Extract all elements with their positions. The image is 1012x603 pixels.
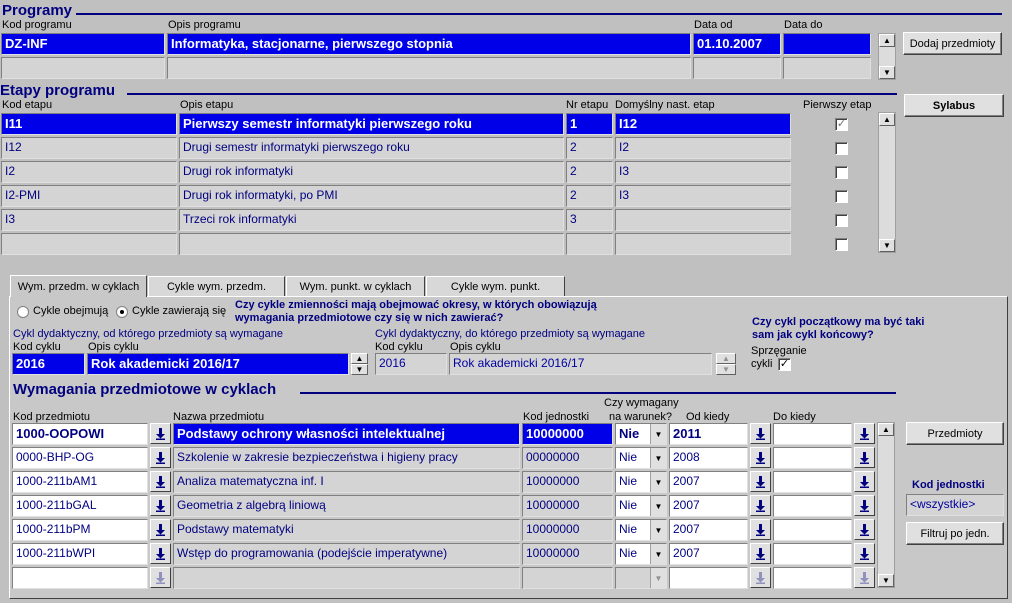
wym-row-4-do[interactable]	[773, 519, 852, 541]
tab-cykle-wym-punkt[interactable]: Cykle wym. punkt.	[426, 276, 565, 296]
sprzeganie-cykli-checkbox[interactable]: ✓	[779, 358, 790, 370]
etapy-row-3-opis[interactable]: Drugi rok informatyki, po PMI	[179, 185, 564, 207]
radio-cykle-obejmuja-label: Cykle obejmują	[33, 305, 109, 317]
kod-cyklu-od-header: Kod cyklu	[13, 341, 61, 353]
cykl-od-spin-down-icon[interactable]: ▼	[351, 364, 368, 375]
etapy-row-1-kod[interactable]: I12	[1, 137, 177, 159]
programy-divider	[76, 13, 1002, 15]
wym-row-3-od[interactable]: 2007	[669, 495, 748, 517]
chevron-down-icon[interactable]: ▼	[650, 448, 666, 468]
header-pierwszy-etap: Pierwszy etap	[803, 99, 872, 111]
etapy-row-3-kod[interactable]: I2-PMI	[1, 185, 177, 207]
etapy-row-2-kod[interactable]: I2	[1, 161, 177, 183]
wym-row-0-od-lookup-icon[interactable]	[750, 423, 771, 444]
wym-row-4-kod-lookup-icon[interactable]	[150, 519, 171, 540]
wym-row-4-od-lookup-icon[interactable]	[750, 519, 771, 540]
etapy-row-2-opis[interactable]: Drugi rok informatyki	[179, 161, 564, 183]
wym-row-3-kod[interactable]: 1000-211bGAL	[12, 495, 148, 517]
header-czy-wymagany: Czy wymagany	[604, 397, 679, 409]
wym-row-1-kod[interactable]: 0000-BHP-OG	[12, 447, 148, 469]
wym-row-5-kod[interactable]: 1000-211bWPI	[12, 543, 148, 565]
etapy-row-0-kod[interactable]: I11	[1, 113, 177, 135]
opis-cyklu-od-header: Opis cyklu	[88, 341, 139, 353]
wym-row-0-do[interactable]	[773, 423, 852, 445]
wym-row-1-warunek-value: Nie	[619, 450, 638, 464]
header-kod-programu: Kod programu	[2, 19, 72, 31]
programy-row-0-do[interactable]	[783, 33, 871, 55]
wym-row-6-od[interactable]	[669, 567, 748, 589]
wym-row-0-warunek-value: Nie	[619, 426, 640, 441]
header-kod-przedmiotu: Kod przedmiotu	[13, 411, 91, 423]
radio-cykle-zawieraja[interactable]	[116, 306, 128, 318]
wym-row-2-od-lookup-icon[interactable]	[750, 471, 771, 492]
etapy-row-3-first-checkbox[interactable]	[835, 190, 848, 203]
etapy-row-0-nast[interactable]: I12	[615, 113, 791, 135]
programy-row-1-do[interactable]	[783, 57, 871, 79]
header-opis-etapu: Opis etapu	[180, 99, 234, 111]
wymagania-divider	[300, 392, 896, 394]
header-nr-etapu: Nr etapu	[566, 99, 609, 111]
wym-row-2-od[interactable]: 2007	[669, 471, 748, 493]
programy-row-0-od[interactable]: 01.10.2007	[693, 33, 781, 55]
question-cykl-poczatkowy: Czy cykl początkowy ma być taki sam jak cykl końcowy?	[752, 316, 925, 341]
chevron-down-icon[interactable]: ▼	[650, 568, 666, 588]
wym-row-0-kod[interactable]: 1000-OOPOWI	[12, 423, 148, 445]
header-opis-programu: Opis programu	[168, 19, 241, 31]
etapy-row-4-opis[interactable]: Trzeci rok informatyki	[179, 209, 564, 231]
wym-row-1-nazwa[interactable]: Szkolenie w zakresie bezpieczeństwa i higieny pracy	[173, 447, 520, 469]
wym-row-5-jedn[interactable]: 10000000	[522, 543, 613, 565]
wym-row-4-nazwa[interactable]: Podstawy matematyki	[173, 519, 520, 541]
programy-title: Programy	[2, 2, 73, 19]
etapy-row-1-nr[interactable]: 2	[566, 137, 613, 159]
wym-row-6-od-lookup-icon[interactable]	[750, 567, 771, 588]
chevron-down-icon[interactable]: ▼	[650, 496, 666, 516]
wym-row-2-jedn[interactable]: 10000000	[522, 471, 613, 493]
header-nazwa-przedmiotu: Nazwa przedmiotu	[173, 411, 265, 423]
kod-jednostki-label: Kod jednostki	[912, 479, 985, 491]
wym-row-6-warunek-select[interactable]	[615, 567, 667, 589]
wym-row-4-do-lookup-icon[interactable]	[854, 519, 875, 540]
wym-row-2-warunek-select[interactable]	[615, 471, 667, 493]
dodaj-przedmioty-button[interactable]: Dodaj przedmioty	[903, 32, 1002, 55]
wym-row-1-do-lookup-icon[interactable]	[854, 447, 875, 468]
cykl-od-kod-field[interactable]: 2016	[12, 353, 85, 375]
chevron-down-icon[interactable]: ▼	[650, 544, 666, 564]
wym-row-0-od[interactable]: 2011	[669, 423, 748, 445]
wym-row-5-kod-lookup-icon[interactable]	[150, 543, 171, 564]
wym-row-5-do-lookup-icon[interactable]	[854, 543, 875, 564]
cykl-od-opis-field[interactable]: Rok akademicki 2016/17	[87, 353, 349, 375]
question-cykle-obejmowac: Czy cykle zmienności mają obejmować okresy, w których obowiązują wymagania przedmiotowe czy się w nich zawierać?	[235, 299, 597, 324]
cykl-do-spin-down-icon[interactable]: ▼	[716, 364, 736, 375]
wym-row-6-nazwa[interactable]	[173, 567, 520, 589]
etapy-row-1-nast[interactable]: I2	[615, 137, 791, 159]
wym-row-0-nazwa[interactable]: Podstawy ochrony własności intelektualnej	[173, 423, 520, 445]
kod-jednostki-field[interactable]: <wszystkie>	[906, 494, 1004, 516]
etapy-scroll-up-icon[interactable]: ▲	[879, 113, 895, 126]
opis-cyklu-do-header: Opis cyklu	[450, 341, 501, 353]
header-od-kiedy: Od kiedy	[686, 411, 730, 423]
wym-row-6-do[interactable]	[773, 567, 852, 589]
wymagania-scroll-up-icon[interactable]: ▲	[878, 423, 894, 436]
wym-row-4-jedn[interactable]: 10000000	[522, 519, 613, 541]
wym-row-5-warunek-value: Nie	[619, 546, 638, 560]
wym-row-5-nazwa[interactable]: Wstęp do programowania (podejście imperatywne)	[173, 543, 520, 565]
wym-row-4-warunek-value: Nie	[619, 522, 638, 536]
etapy-row-0-nr[interactable]: 1	[566, 113, 613, 135]
chevron-down-icon[interactable]: ▼	[650, 424, 666, 444]
etapy-divider	[127, 93, 897, 95]
programy-row-1-od[interactable]	[693, 57, 781, 79]
wym-row-3-kod-lookup-icon[interactable]	[150, 495, 171, 516]
wym-row-6-warunek-value	[616, 568, 650, 588]
programy-row-0-opis[interactable]: Informatyka, stacjonarne, pierwszego stopnia	[167, 33, 691, 55]
etapy-row-4-nast[interactable]	[615, 209, 791, 231]
etapy-row-5-opis[interactable]	[179, 233, 564, 255]
header-do-kiedy: Do kiedy	[773, 411, 816, 423]
etapy-row-0-first-checkbox[interactable]: ✓	[836, 118, 847, 130]
etapy-row-5-kod[interactable]	[1, 233, 177, 255]
wym-row-3-nazwa[interactable]: Geometria z algebrą liniową	[173, 495, 520, 517]
wym-row-5-od[interactable]: 2007	[669, 543, 748, 565]
cykl-do-opis-field[interactable]: Rok akademicki 2016/17	[449, 353, 712, 375]
wym-row-1-jedn[interactable]: 00000000	[522, 447, 613, 469]
wymagania-scroll-down-icon[interactable]: ▼	[878, 574, 894, 587]
etapy-row-2-nr[interactable]: 2	[566, 161, 613, 183]
wym-row-3-warunek-value: Nie	[619, 498, 638, 512]
wym-row-1-do[interactable]	[773, 447, 852, 469]
etapy-row-1-opis[interactable]: Drugi semestr informatyki pierwszego roku	[179, 137, 564, 159]
wym-row-2-kod[interactable]: 1000-211bAM1	[12, 471, 148, 493]
cykli-label: cykli	[751, 358, 773, 370]
wym-row-0-kod-lookup-icon[interactable]	[150, 423, 171, 444]
etapy-row-5-nr[interactable]	[566, 233, 613, 255]
sylabus-button[interactable]: Sylabus	[904, 94, 1004, 117]
wym-row-3-od-lookup-icon[interactable]	[750, 495, 771, 516]
wym-row-2-nazwa[interactable]: Analiza matematyczna inf. I	[173, 471, 520, 493]
cykl-do-label: Cykl dydaktyczny, do którego przedmioty są wymagane	[375, 328, 646, 340]
header-data-do: Data do	[784, 19, 823, 31]
kod-cyklu-do-header: Kod cyklu	[375, 341, 423, 353]
tab-cykle-wym-przedm[interactable]: Cykle wym. przedm.	[148, 276, 285, 296]
wym-row-3-do-lookup-icon[interactable]	[854, 495, 875, 516]
wym-row-5-do[interactable]	[773, 543, 852, 565]
programy-scroll-down-icon[interactable]: ▼	[879, 66, 895, 79]
filtruj-po-jedn-button[interactable]: Filtruj po jedn.	[906, 522, 1004, 545]
przedmioty-button[interactable]: Przedmioty	[906, 422, 1004, 445]
header-nast-etap: Domyślny nast. etap	[615, 99, 715, 111]
wym-row-2-do-lookup-icon[interactable]	[854, 471, 875, 492]
radio-cykle-obejmuja[interactable]	[17, 306, 29, 318]
wym-row-0-jedn[interactable]: 10000000	[522, 423, 613, 445]
wym-row-6-jedn[interactable]	[522, 567, 613, 589]
wym-row-5-warunek-select[interactable]	[615, 543, 667, 565]
wym-row-4-kod[interactable]: 1000-211bPM	[12, 519, 148, 541]
header-na-warunek: na warunek?	[609, 411, 672, 423]
cykl-do-spin-up-icon[interactable]: ▲	[716, 353, 736, 364]
cykl-do-kod-field[interactable]: 2016	[375, 353, 447, 375]
programy-scroll-up-icon[interactable]: ▲	[879, 34, 895, 47]
header-kod-etapu: Kod etapu	[2, 99, 53, 111]
wym-row-2-kod-lookup-icon[interactable]	[150, 471, 171, 492]
wym-row-1-kod-lookup-icon[interactable]	[150, 447, 171, 468]
etapy-title: Etapy programu	[0, 82, 116, 99]
etapy-row-5-nast[interactable]	[615, 233, 791, 255]
etapy-scroll-down-icon[interactable]: ▼	[879, 239, 895, 252]
tab-wym-punkt-w-cyklach[interactable]: Wym. punkt. w cyklach	[286, 276, 425, 296]
wym-row-4-od[interactable]: 2007	[669, 519, 748, 541]
etapy-row-5-first-checkbox[interactable]	[835, 238, 848, 251]
etapy-row-2-nast[interactable]: I3	[615, 161, 791, 183]
wym-row-0-warunek-select[interactable]	[615, 423, 667, 445]
header-data-od: Data od	[694, 19, 733, 31]
cykl-od-label: Cykl dydaktyczny, od którego przedmioty są wymagane	[13, 328, 284, 340]
radio-cykle-zawieraja-label: Cykle zawierają się	[132, 305, 227, 317]
wym-row-3-do[interactable]	[773, 495, 852, 517]
wym-row-6-kod[interactable]	[12, 567, 148, 589]
tab-wym-przedm-w-cyklach[interactable]: Wym. przedm. w cyklach	[10, 275, 147, 297]
wym-row-3-jedn[interactable]: 10000000	[522, 495, 613, 517]
wymagania-title: Wymagania przedmiotowe w cyklach	[13, 381, 277, 398]
etapy-row-2-first-checkbox[interactable]	[835, 166, 848, 179]
wym-row-3-warunek-select[interactable]	[615, 495, 667, 517]
etapy-scrollbar[interactable]	[878, 112, 896, 253]
sprzeganie-label: Sprzęganie	[751, 345, 807, 357]
programy-row-1-opis[interactable]	[167, 57, 691, 79]
etapy-row-3-nr[interactable]: 2	[566, 185, 613, 207]
wym-row-6-do-lookup-icon[interactable]	[854, 567, 875, 588]
etapy-row-0-opis[interactable]: Pierwszy semestr informatyki pierwszego roku	[179, 113, 564, 135]
header-kod-jednostki: Kod jednostki	[523, 411, 590, 423]
wym-row-2-warunek-value: Nie	[619, 474, 638, 488]
wym-row-1-od[interactable]: 2008	[669, 447, 748, 469]
wym-row-0-do-lookup-icon[interactable]	[854, 423, 875, 444]
etapy-row-3-nast[interactable]: I3	[615, 185, 791, 207]
programy-row-0-kod[interactable]: DZ-INF	[1, 33, 165, 55]
etapy-row-1-first-checkbox[interactable]	[835, 142, 848, 155]
etapy-row-4-kod[interactable]: I3	[1, 209, 177, 231]
chevron-down-icon[interactable]: ▼	[650, 472, 666, 492]
wym-row-2-do[interactable]	[773, 471, 852, 493]
wym-row-1-warunek-select[interactable]	[615, 447, 667, 469]
etapy-row-4-nr[interactable]: 3	[566, 209, 613, 231]
wymagania-scrollbar[interactable]	[877, 422, 895, 588]
etapy-row-4-first-checkbox[interactable]	[835, 214, 848, 227]
wym-row-6-kod-lookup-icon[interactable]	[150, 567, 171, 588]
programy-row-1-kod[interactable]	[1, 57, 165, 79]
chevron-down-icon[interactable]: ▼	[650, 520, 666, 540]
wym-row-1-od-lookup-icon[interactable]	[750, 447, 771, 468]
cykl-od-spin-up-icon[interactable]: ▲	[351, 353, 368, 364]
wym-row-5-od-lookup-icon[interactable]	[750, 543, 771, 564]
wym-row-4-warunek-select[interactable]	[615, 519, 667, 541]
